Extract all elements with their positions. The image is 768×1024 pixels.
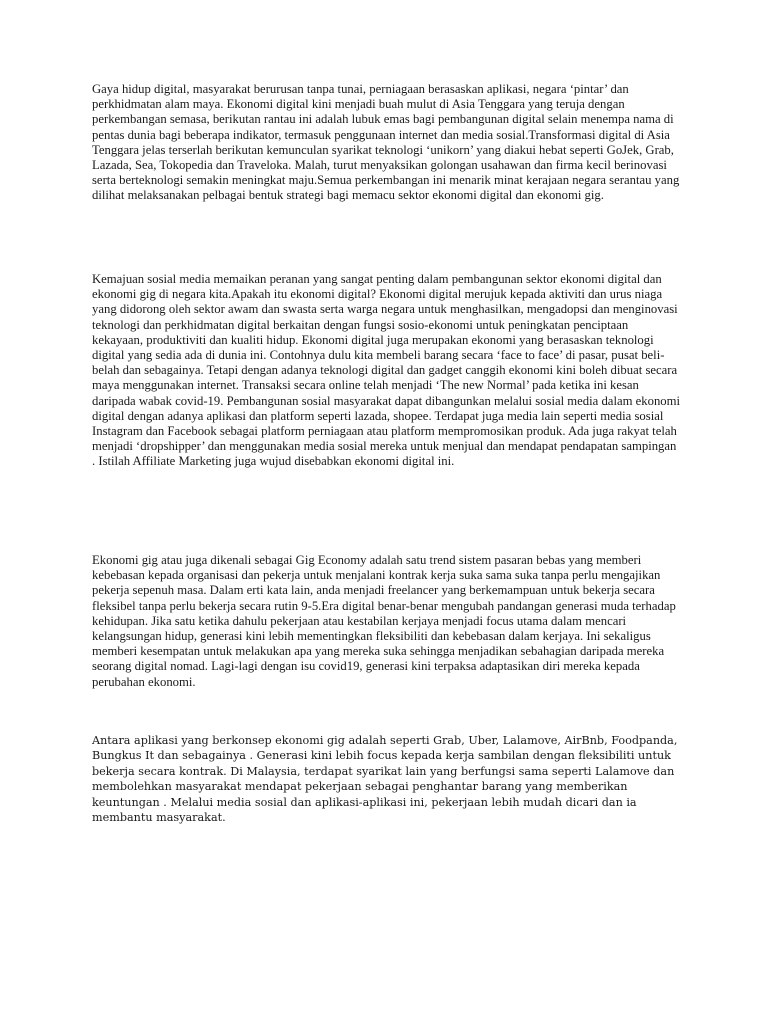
paragraph-social-media-digital-economy: Kemajuan sosial media memaikan peranan yang sangat penting dalam pembangunan sektor ekonomi digital dan ekonomi gig di negara kita.Apakah itu ekonomi digital? Ekonomi digital merujuk kepada aktiviti dan urus niaga yang didorong oleh sektor awam dan swasta serta warga negara untuk menghasilkan, mengadopsi dan menginovasi teknologi dan perkhidmatan digital berkaitan dengan fungsi sosio-ekonomi untuk peningkatan penciptaan kekayaan, produktiviti dan kualiti hidup. Ekonomi digital juga merupakan ekonomi yang berasaskan teknologi digital yang sedia ada di dunia ini. Contohnya dulu kita membeli barang secara ‘face to face’ di pasar, pusat beli-belah dan sebagainya. Tetapi dengan adanya teknologi digital dan gadget canggih ekonomi kini boleh dibuat secara maya menggunakan internet. Transaksi secara online telah menjadi ‘The new Normal’ pada ketika ini kesan daripada wabak covid-19. Pembangunan sosial masyarakat dapat dibangunkan melalui sosial media dalam ekonomi digital dengan adanya aplikasi dan platform seperti lazada, shopee. Terdapat juga media lain seperti media sosial Instagram dan Facebook sebagai platform perniagaan atau platform mempromosikan produk. Ada juga rakyat telah menjadi ‘dropshipper’ dan menggunakan media sosial mereka untuk menjual dan mendapat pendapatan sampingan . Istilah Affiliate Marketing juga wujud disebabkan ekonomi digital ini. bbox=[92, 272, 681, 469]
paragraph-digital-lifestyle: Gaya hidup digital, masyarakat berurusan tanpa tunai, perniagaan berasaskan aplikasi, negara ‘pintar’ dan perkhidmatan alam maya. Ekonomi digital kini menjadi buah mulut di Asia Tenggara yang teruja dengan perkembangan semasa, berikutan rantau ini adalah lubuk emas bagi pembangunan digital selain menempa nama di pentas dunia bagi beberapa indikator, termasuk penggunaan internet dan media sosial.Transformasi digital di Asia Tenggara jelas terserlah berikutan kemunculan syarikat teknologi ‘unikorn’ yang diakui hebat seperti GoJek, Grab, Lazada, Sea, Tokopedia dan Traveloka. Malah, turut menyaksikan golongan usahawan dan firma kecil berinovasi serta berteknologi semakin meningkat maju.Semua perkembangan ini menarik minat kerajaan negara serantau yang dilihat melaksanakan pelbagai bentuk strategi bagi memacu sektor ekonomi digital dan ekonomi gig. bbox=[92, 82, 680, 203]
paragraph-gig-apps: Antara aplikasi yang berkonsep ekonomi gig adalah seperti Grab, Uber, Lalamove, AirBnb, Foodpanda, Bungkus It dan sebagainya . Generasi kini lebih focus kepada kerja sambilan dengan fleksibiliti untuk bekerja secara kontrak. Di Malaysia, terdapat syarikat lain yang berfungsi sama seperti Lalamove dan membolehkan masyarakat mendapat pekerjaan sebagai penghantar barang yang memberikan keuntungan . Melalui media sosial dan aplikasi-aplikasi ini, pekerjaan lebih mudah dicari dan ia membantu masyarakat. bbox=[92, 734, 678, 825]
paragraph-gig-economy: Ekonomi gig atau juga dikenali sebagai Gig Economy adalah satu trend sistem pasaran bebas yang memberi kebebasan kepada organisasi dan pekerja untuk menjalani kontrak kerja suka sama suka tanpa perlu mengajikan pekerja sepenuh masa. Dalam erti kata lain, anda menjadi freelancer yang berkemampuan untuk bekerja secara fleksibel tanpa perlu bekerja secara rutin 9-5.Era digital benar-benar mengubah pandangan generasi muda terhadap kehidupan. Jika satu ketika dahulu pekerjaan atau kestabilan kerjaya menjadi focus utama dalam mencari kelangsungan hidup, generasi kini lebih mementingkan fleksibiliti dan kebebasan dalam kerjaya. Ini sekaligus memberi kesempatan untuk melakukan apa yang mereka suka sehingga menjadikan sebahagian daripada mereka seorang digital nomad. Lagi-lagi dengan isu covid19, generasi kini terpaksa adaptasikan diri mereka kepada perubahan ekonomi. bbox=[92, 553, 676, 689]
